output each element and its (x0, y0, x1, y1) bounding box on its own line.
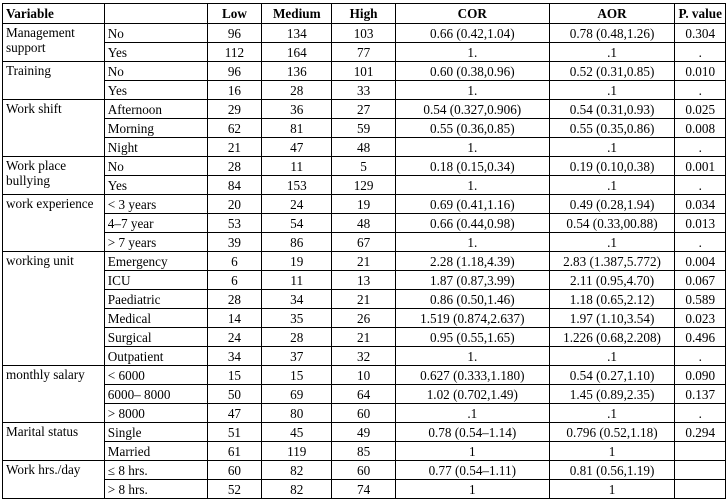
table-row (3, 233, 726, 252)
category-cell: Outpatient (104, 347, 207, 366)
aor-cell: 1.226 (0.68,2.208) (549, 328, 675, 347)
medium-cell: 11 (262, 271, 332, 290)
medium-cell: 136 (262, 62, 332, 81)
high-cell: 5 (332, 157, 396, 176)
cor-cell: 1. (395, 81, 549, 100)
cor-cell: 1. (395, 138, 549, 157)
category-cell: Yes (104, 43, 207, 62)
high-cell: 48 (332, 138, 396, 157)
high-cell: 64 (332, 385, 396, 404)
medium-cell: 24 (262, 195, 332, 214)
high-cell: 10 (332, 366, 396, 385)
table-row (3, 119, 726, 138)
p-value-cell: 0.067 (675, 271, 726, 290)
high-cell: 77 (332, 43, 396, 62)
high-cell: 60 (332, 461, 396, 480)
low-cell: 96 (207, 62, 262, 81)
table-row (3, 100, 726, 119)
aor-cell: 1.45 (0.89,2.35) (549, 385, 675, 404)
variable-cell: working unit (3, 252, 105, 366)
category-cell: 6000– 8000 (104, 385, 207, 404)
p-value-cell: 0.025 (675, 100, 726, 119)
high-cell: 103 (332, 24, 396, 43)
header-medium: Medium (262, 4, 332, 24)
table-row (3, 423, 726, 442)
high-cell: 85 (332, 442, 396, 461)
p-value-cell: 0.090 (675, 366, 726, 385)
table-row (3, 385, 726, 404)
p-value-cell: 0.013 (675, 214, 726, 233)
table-row (3, 366, 726, 385)
low-cell: 112 (207, 43, 262, 62)
low-cell: 50 (207, 385, 262, 404)
p-value-cell: 0.589 (675, 290, 726, 309)
high-cell: 13 (332, 271, 396, 290)
p-value-cell: 0.010 (675, 62, 726, 81)
p-value-cell: 0.008 (675, 119, 726, 138)
medium-cell: 54 (262, 214, 332, 233)
medium-cell: 82 (262, 461, 332, 480)
table-row (3, 290, 726, 309)
header-variable: Variable (3, 4, 105, 24)
p-value-cell: . (675, 176, 726, 195)
aor-cell: .1 (549, 138, 675, 157)
category-cell: Surgical (104, 328, 207, 347)
medium-cell: 36 (262, 100, 332, 119)
p-value-cell: 0.004 (675, 252, 726, 271)
category-cell: < 3 years (104, 195, 207, 214)
medium-cell: 82 (262, 480, 332, 499)
header-category (104, 4, 207, 24)
low-cell: 53 (207, 214, 262, 233)
table-row (3, 81, 726, 100)
p-value-cell: 0.496 (675, 328, 726, 347)
p-value-cell: 0.001 (675, 157, 726, 176)
cor-cell: 0.95 (0.55,1.65) (395, 328, 549, 347)
header-cor: COR (395, 4, 549, 24)
table-body (3, 24, 726, 499)
header-high: High (332, 4, 396, 24)
cor-cell: 1.519 (0.874,2.637) (395, 309, 549, 328)
medium-cell: 34 (262, 290, 332, 309)
aor-cell: 2.83 (1.387,5.772) (549, 252, 675, 271)
variable-cell: work experience (3, 195, 105, 252)
cor-cell: .1 (395, 404, 549, 423)
low-cell: 47 (207, 404, 262, 423)
aor-cell: 0.81 (0.56,1.19) (549, 461, 675, 480)
cor-cell: 2.28 (1.18,4.39) (395, 252, 549, 271)
aor-cell: 0.54 (0.27,1.10) (549, 366, 675, 385)
category-cell: > 7 years (104, 233, 207, 252)
variable-cell: Work hrs./day (3, 461, 105, 499)
cor-cell: 0.18 (0.15,0.34) (395, 157, 549, 176)
high-cell: 49 (332, 423, 396, 442)
high-cell: 101 (332, 62, 396, 81)
cor-cell: 1.87 (0.87,3.99) (395, 271, 549, 290)
category-cell: No (104, 24, 207, 43)
aor-cell: 0.52 (0.31,0.85) (549, 62, 675, 81)
low-cell: 51 (207, 423, 262, 442)
medium-cell: 134 (262, 24, 332, 43)
aor-cell: .1 (549, 347, 675, 366)
medium-cell: 15 (262, 366, 332, 385)
high-cell: 21 (332, 328, 396, 347)
category-cell: Yes (104, 81, 207, 100)
medium-cell: 80 (262, 404, 332, 423)
table-row (3, 43, 726, 62)
table-row (3, 309, 726, 328)
category-cell: Married (104, 442, 207, 461)
low-cell: 28 (207, 157, 262, 176)
medium-cell: 45 (262, 423, 332, 442)
aor-cell: .1 (549, 43, 675, 62)
medium-cell: 69 (262, 385, 332, 404)
medium-cell: 119 (262, 442, 332, 461)
p-value-cell: 0.294 (675, 423, 726, 442)
table-row (3, 404, 726, 423)
table-row (3, 176, 726, 195)
aor-cell: .1 (549, 81, 675, 100)
low-cell: 20 (207, 195, 262, 214)
p-value-cell: . (675, 138, 726, 157)
odds-ratio-table (2, 3, 726, 499)
low-cell: 62 (207, 119, 262, 138)
low-cell: 52 (207, 480, 262, 499)
category-cell: Medical (104, 309, 207, 328)
header-p-value: P. value (675, 4, 726, 24)
high-cell: 48 (332, 214, 396, 233)
table-row (3, 461, 726, 480)
high-cell: 74 (332, 480, 396, 499)
p-value-cell: . (675, 43, 726, 62)
high-cell: 21 (332, 290, 396, 309)
table-row (3, 138, 726, 157)
cor-cell: 1. (395, 43, 549, 62)
aor-cell: 0.54 (0.33,00.88) (549, 214, 675, 233)
header-low: Low (207, 4, 262, 24)
category-cell: Night (104, 138, 207, 157)
medium-cell: 164 (262, 43, 332, 62)
aor-cell: .1 (549, 176, 675, 195)
medium-cell: 19 (262, 252, 332, 271)
p-value-cell: 0.137 (675, 385, 726, 404)
medium-cell: 28 (262, 328, 332, 347)
cor-cell: 0.77 (0.54–1.11) (395, 461, 549, 480)
medium-cell: 86 (262, 233, 332, 252)
aor-cell: .1 (549, 404, 675, 423)
aor-cell: 1.18 (0.65,2.12) (549, 290, 675, 309)
p-value-cell: 0.034 (675, 195, 726, 214)
low-cell: 14 (207, 309, 262, 328)
category-cell: > 8000 (104, 404, 207, 423)
high-cell: 32 (332, 347, 396, 366)
high-cell: 59 (332, 119, 396, 138)
category-cell: ≤ 8 hrs. (104, 461, 207, 480)
cor-cell: 0.55 (0.36,0.85) (395, 119, 549, 138)
cor-cell: 0.66 (0.44,0.98) (395, 214, 549, 233)
p-value-cell: . (675, 404, 726, 423)
cor-cell: 0.69 (0.41,1.16) (395, 195, 549, 214)
category-cell: < 6000 (104, 366, 207, 385)
table-row (3, 62, 726, 81)
high-cell: 26 (332, 309, 396, 328)
medium-cell: 153 (262, 176, 332, 195)
p-value-cell: . (675, 81, 726, 100)
cor-cell: 1. (395, 176, 549, 195)
p-value-cell (675, 480, 726, 499)
cor-cell: 0.54 (0.327,0.906) (395, 100, 549, 119)
aor-cell: .1 (549, 233, 675, 252)
table-row (3, 442, 726, 461)
low-cell: 6 (207, 252, 262, 271)
medium-cell: 81 (262, 119, 332, 138)
table-row (3, 480, 726, 499)
table-row (3, 347, 726, 366)
high-cell: 67 (332, 233, 396, 252)
table-row (3, 271, 726, 290)
low-cell: 39 (207, 233, 262, 252)
variable-cell: Work shift (3, 100, 105, 157)
low-cell: 29 (207, 100, 262, 119)
aor-cell: 2.11 (0.95,4.70) (549, 271, 675, 290)
table-row (3, 328, 726, 347)
aor-cell: 1.97 (1.10,3.54) (549, 309, 675, 328)
table-container (2, 3, 726, 499)
cor-cell: 0.86 (0.50,1.46) (395, 290, 549, 309)
p-value-cell: 0.304 (675, 24, 726, 43)
category-cell: Single (104, 423, 207, 442)
low-cell: 60 (207, 461, 262, 480)
category-cell: Emergency (104, 252, 207, 271)
table-row (3, 157, 726, 176)
category-cell: Yes (104, 176, 207, 195)
variable-cell: Training (3, 62, 105, 100)
aor-cell: 1 (549, 480, 675, 499)
header-aor: AOR (549, 4, 675, 24)
aor-cell: 0.54 (0.31,0.93) (549, 100, 675, 119)
cor-cell: 0.60 (0.38,0.96) (395, 62, 549, 81)
variable-cell: Work place bullying (3, 157, 105, 195)
cor-cell: 1.02 (0.702,1.49) (395, 385, 549, 404)
category-cell: Afternoon (104, 100, 207, 119)
table-row (3, 24, 726, 43)
low-cell: 6 (207, 271, 262, 290)
header-row (3, 4, 726, 24)
medium-cell: 28 (262, 81, 332, 100)
p-value-cell: . (675, 347, 726, 366)
cor-cell: 0.66 (0.42,1.04) (395, 24, 549, 43)
low-cell: 84 (207, 176, 262, 195)
p-value-cell (675, 461, 726, 480)
cor-cell: 1 (395, 442, 549, 461)
category-cell: Morning (104, 119, 207, 138)
table-row (3, 195, 726, 214)
aor-cell: 0.55 (0.35,0.86) (549, 119, 675, 138)
cor-cell: 0.627 (0.333,1.180) (395, 366, 549, 385)
category-cell: > 8 hrs. (104, 480, 207, 499)
high-cell: 60 (332, 404, 396, 423)
aor-cell: 0.49 (0.28,1.94) (549, 195, 675, 214)
aor-cell: 1 (549, 442, 675, 461)
variable-cell: Marital status (3, 423, 105, 461)
low-cell: 96 (207, 24, 262, 43)
cor-cell: 0.78 (0.54–1.14) (395, 423, 549, 442)
category-cell: 4–7 year (104, 214, 207, 233)
low-cell: 15 (207, 366, 262, 385)
low-cell: 16 (207, 81, 262, 100)
high-cell: 19 (332, 195, 396, 214)
category-cell: ICU (104, 271, 207, 290)
low-cell: 34 (207, 347, 262, 366)
high-cell: 21 (332, 252, 396, 271)
medium-cell: 47 (262, 138, 332, 157)
variable-cell: monthly salary (3, 366, 105, 423)
low-cell: 28 (207, 290, 262, 309)
aor-cell: 0.796 (0.52,1.18) (549, 423, 675, 442)
table-row (3, 252, 726, 271)
category-cell: No (104, 157, 207, 176)
p-value-cell: 0.023 (675, 309, 726, 328)
p-value-cell: . (675, 233, 726, 252)
variable-cell: Management support (3, 24, 105, 62)
high-cell: 129 (332, 176, 396, 195)
low-cell: 21 (207, 138, 262, 157)
category-cell: No (104, 62, 207, 81)
high-cell: 27 (332, 100, 396, 119)
table-row (3, 214, 726, 233)
category-cell: Paediatric (104, 290, 207, 309)
medium-cell: 11 (262, 157, 332, 176)
low-cell: 61 (207, 442, 262, 461)
aor-cell: 0.19 (0.10,0.38) (549, 157, 675, 176)
cor-cell: 1. (395, 347, 549, 366)
high-cell: 33 (332, 81, 396, 100)
cor-cell: 1 (395, 480, 549, 499)
p-value-cell (675, 442, 726, 461)
aor-cell: 0.78 (0.48,1.26) (549, 24, 675, 43)
cor-cell: 1. (395, 233, 549, 252)
low-cell: 24 (207, 328, 262, 347)
medium-cell: 37 (262, 347, 332, 366)
medium-cell: 35 (262, 309, 332, 328)
